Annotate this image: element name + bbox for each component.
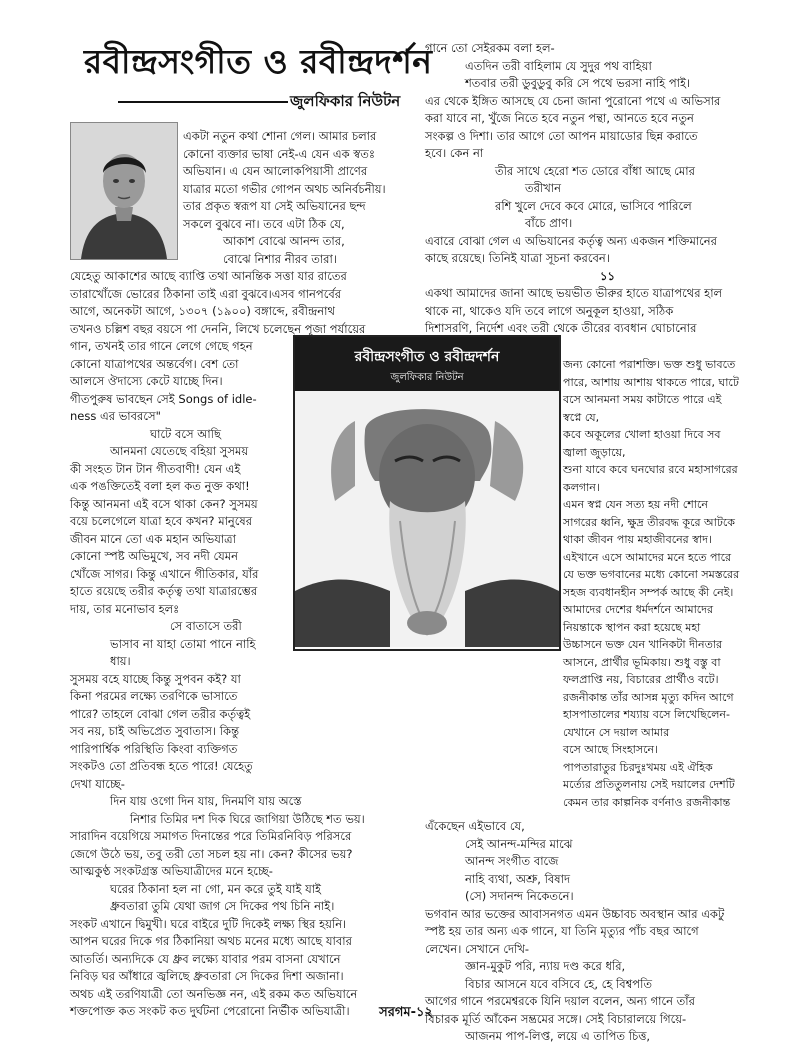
text-line: গানে তো সেইরকম বলা হল-: [425, 41, 555, 55]
text-line: কেমন তার কাল্পনিক বর্ণনাও রজনীকান্ত: [563, 795, 731, 809]
text-line: ভগবান আর ভক্তের আবাসনগত এমন উচ্চাবচ অবস্থান আর একটু: [425, 906, 725, 921]
text-line: অভিযান। এ যেন আলোকপিয়াসী প্রাণের: [183, 164, 368, 178]
text-line: কাছে রয়েছে। তিনিই যাত্রা সূচনা করবেন।: [425, 251, 610, 265]
text-line: জেগে উঠে ভয়, তবু তরী তো সচল হয় না। কেন? কীসের ভয়?: [70, 846, 353, 861]
text-line: কী সংহত টান টান গীতবাণী! যেন এই: [70, 461, 241, 476]
text-line: এইখানে এসে আমাদের মনে হতে পারে: [563, 550, 732, 564]
text-line: নিয়ন্তাকে স্থাপন করা হয়েছে মহা: [563, 620, 701, 634]
text-line: আগে, অনেকটা আগে, ১৩০৭ (১৯০০) বঙ্গাব্দে, রবীন্দ্রনাথ: [70, 304, 335, 318]
text-line: সব নয়, চাই অভিপ্রেত সুবাতাস। কিন্তু: [70, 724, 240, 738]
text-line: হবে। কেন না: [425, 146, 484, 160]
right-column-top: [425, 40, 790, 338]
text-line: আতর্তি। অন্যদিকে যে ধ্রুব লক্ষ্যে যাবার পরম বাসনা যেখানে: [70, 951, 341, 966]
text-line: সংকট এখানে দ্বিমুখী। ঘরে বাইরে দুটি দিকেই লক্ষ্য স্থির হয়নি।: [70, 916, 347, 931]
left-column: [183, 128, 386, 268]
text-line: সাগরের ধ্বনি, ক্ষুদ্র তীরবদ্ধ কূরে আটকে: [563, 515, 735, 529]
text-line: করা যাবে না, খুঁজে নিতে হবে নতুন পন্থা, আনতে হবে নতুন: [425, 111, 694, 125]
text-line: কোনো ব্যক্তার ভাষা নেই-এ যেন এক স্বতঃ: [183, 146, 376, 161]
text-line: সংকটও তো প্রতিবন্ধ হতে পারে! যেহেতু: [70, 759, 253, 773]
text-line: কোনো স্পষ্ট অভিমুখে, সব নদী যেমন: [70, 549, 238, 563]
text-line: বয়ে চলেগেলে যাত্রা হবে কখন? মানুষের: [70, 514, 253, 528]
text-line: তারাখোঁজে ভোরের ঠিকানা তাই এরা বুঝবে।এসব গানপর্বের: [70, 286, 342, 301]
verse-line: নাহি ব্যথা, অশ্রু, বিষাদ: [465, 871, 570, 886]
verse-line: তীর সাথে হেরো শত ডোরে বাঁধা আছে মোর: [495, 163, 695, 178]
text-line: সুসময় বহে যাচ্ছে কিন্তু সুপবন কই? যা: [70, 671, 241, 686]
verse-line: সেই আনন্দ-মন্দির মাঝে: [465, 836, 573, 851]
author-byline: জুলফিকার নিউটন: [290, 92, 401, 110]
verse-line: (সে) সদানন্দ নিকেতনে।: [465, 889, 574, 903]
text-line: এবারে বোঝা গেল এ অভিযানের কর্তৃত্ব অন্য একজন শক্তিমানের: [425, 233, 717, 248]
byline-rule: [118, 101, 288, 103]
text-line: তার প্রকৃত স্বরূপ যা সেই অভিযানের ছন্দ: [183, 199, 366, 213]
verse-line: ধায়।: [110, 654, 131, 668]
text-line: অথচ এই তরণিযাত্রী তো অনভিজ্ঞ নন, এই রকম কত অভিযানে: [70, 986, 358, 1001]
text-line: আসনে, প্রার্থীর ভূমিকায়। শুধু বস্তু বা: [563, 655, 721, 669]
verse-line: আজনম পাপ-লিপ্ত, লয়ে এ তাপিত চিত্ত,: [465, 1029, 651, 1043]
text-line: যে ভক্ত ভগবানের মধ্যে কোনো সমস্তরের: [563, 568, 740, 581]
text-line: শক্তপোক্ত কত সংকট কত দুর্ঘটনা পেরোনো নির্ভীক অভিযাত্রী।: [70, 1004, 350, 1018]
text-line: আগের গানে পরমেশ্বরকে যিনি দয়াল বলেন, অন্য গানে তাঁর: [425, 994, 695, 1008]
text-line: জন্য কোনো পরাশক্তি। ভক্ত শুধু ভাবতে: [563, 358, 736, 371]
book-cover-title: রবীন্দ্রসংগীত ও রবীন্দ্রদর্শন: [354, 349, 500, 365]
text-line: বসে আনমনা সময় কাটাতে পারে এই: [563, 393, 722, 406]
right-column-narrow: [563, 356, 739, 811]
verse-line: ধ্রুবতারা তুমি যেথা জাগ সে দিকের পথ চিনি নাই।: [110, 899, 335, 913]
verse-line: ঘরের ঠিকানা হল না গো, মন করে তুই যাই যাই: [110, 881, 322, 896]
verse-line: বোঝে নিশার নীরব তারা।: [223, 251, 337, 266]
text-line: খোঁজে সাগর। কিন্তু এখানে গীতিকার, যাঁর: [70, 566, 259, 581]
author-portrait: [70, 122, 178, 260]
verse-line: আকাশ বোঝে আনন্দ তার,: [223, 234, 345, 248]
verse-line: শুনা যাবে কবে ঘনঘোর রবে মহাসাগরের: [563, 463, 738, 476]
section-number: ১১: [600, 268, 615, 283]
book-cover: [293, 335, 561, 651]
author-portrait-drawing: [71, 123, 177, 259]
text-line: সকলে বুঝবে না। তবে এটা ঠিক যে,: [183, 216, 345, 231]
text-line: হাসপাতালের শয্যায় বসে লিখেছিলেন-: [563, 708, 730, 721]
text-line: আত্মকুণ্ঠ সংকটগ্রস্ত অভিযাত্রীদের মনে হচ্ছে-: [70, 864, 273, 878]
verse-line: নিশার তিমির দশ দিক ঘিরে জাগিয়া উঠিছে শত ভয়।: [130, 811, 365, 826]
verse-line: আনমনা যেতেছে বহিয়া সুসময়: [110, 444, 249, 458]
text-line: এক পঙক্তিতেই বলা হল কত নুক্ত কথা!: [70, 479, 250, 493]
text-line: পারে? তাহলে বোঝা গেল তরীর কর্তৃত্বই: [70, 706, 251, 721]
text-line: স্পষ্ট হয় তার অন্য এক গানে, যা তিনি মৃত্যুর পাঁচ বছর আগে: [425, 924, 699, 938]
page-footer: সরগম-১২: [379, 1005, 433, 1020]
text-line: যেহেতু আকাশের আছে ব্যাপ্তি তথা আনন্তিক সত্তা যার রাতের: [70, 269, 347, 283]
text-line: আপন ঘরের দিকে গর ঠিকানিয়া অথচ মনের মধ্যে আছে যাবার: [70, 934, 352, 948]
text-line: গীতপুরুষ ভাবছেন সেই Songs of idle-: [70, 391, 257, 406]
text-line: গান, তখনই তার গানে লেগে গেছে গহন: [70, 339, 253, 353]
article-title: রবীন্দ্রসংগীত ও রবীন্দ্রদর্শন: [84, 42, 433, 81]
text-line: পারিপার্শ্বিক পরিস্থিতি কিংবা ব্যক্তিগত: [70, 741, 238, 756]
text-line: আলসে ঔদাস্যে কেটে যাচ্ছে দিন।: [70, 374, 223, 388]
text-line: কিন্তু আনমনা এই বসে থাকা কেন? সুসময়: [70, 496, 258, 511]
verse-line: কবে অকূলের খোলা হাওয়া দিবে সব: [563, 428, 721, 441]
text-line: এর থেকে ইঙ্গিত আসছে যে চেনা জানা পুরোনো পথে এ অভিসার: [425, 93, 721, 108]
text-line: কিনা পরমের লক্ষ্যে তরণিকে ভাসাতে: [70, 689, 238, 703]
text-line: সংকল্প ও দিশা। তার আগে তো আপন মায়াডোর ছিন্ন করাতে: [425, 128, 698, 143]
verse-line: জ্বালা জুড়ায়ে,: [563, 445, 626, 459]
text-line: উচ্চাসনে ভক্ত যেন খানিকটা দীনতার: [563, 638, 723, 651]
verse-line: ঘাটে বসে আছি: [150, 426, 221, 441]
verse-line: এতদিন তরী বাহিলাম যে সুদুর পথ বাহিয়া: [465, 58, 652, 73]
verse-line: আনন্দ সংগীত বাজে: [465, 854, 559, 868]
text-line: স্বপ্নে যে,: [563, 410, 600, 424]
text-line: হাতে রয়েছে তরীর কর্তৃত্ব তথা যাত্রারম্ভের: [70, 584, 258, 598]
text-line: রজনীকান্ত তাঁর আসন্ন মৃত্যু কদিন আগে: [563, 690, 734, 704]
text-line: এমন স্বপ্ন যেন সত্য হয় নদী শোনে: [563, 498, 708, 511]
text-line: ফলপ্রাপ্তি নয়, বিচারের প্রার্থীও বটে।: [563, 673, 719, 686]
text-line: থাকে না, থাকেও যদি তবে লাগে অনুকূল হাওয়া, সঠিক: [425, 303, 674, 318]
verse-line: ভাসাব না যাহা তোমা পানে নাহি: [110, 636, 256, 651]
verse-line: যেখানে সে দয়াল আমার: [563, 725, 670, 739]
text-line: একথা আমাদের জানা আছে ভয়ভীত ভীরুর হাতে যাত্রাপথের হাল: [425, 286, 723, 300]
text-line: নিবিড় ঘর আঁধারে জ্বলিছে ধ্রুবতারা সে দিকের দিশা অজানা।: [70, 969, 344, 983]
text-line: এঁকেছেন এইভাবে যে,: [425, 819, 525, 833]
text-line: সারাদিন বয়েগিয়ে সমাগত দিনান্তের পরে তিমিরনিবিড় পরিসরে: [70, 829, 352, 843]
verse-line: তরীখান: [525, 181, 561, 195]
text-line: পারে, আশায় আশায় থাকতে পারে, ঘাটে: [563, 375, 739, 389]
text-line: ness এর ভাবরসে": [70, 409, 161, 423]
text-line: দিশাসরণি, নির্দেশ এবং তরী থেকে তীরের ব্যবধান ঘোচানোর: [425, 321, 697, 335]
text-line: দায়, তার মনোভাব হলঃ: [70, 601, 180, 616]
tagore-portrait-illustration: [295, 391, 559, 647]
text-line: একটা নতুন কথা শোনা গেল। আমার চলার: [183, 129, 377, 143]
verse-line: কলগান।: [563, 480, 600, 494]
text-line: বিচারক মূর্তি আঁকেন সম্ভ্রমের সঙ্গে। সেই বিচারালয়ে গিয়ে-: [425, 1011, 687, 1026]
text-line: যাত্রার মতো গভীর গোপন অথচ অনির্বচনীয়।: [183, 181, 386, 196]
verse-line: সে বাতাসে তরী: [170, 619, 242, 633]
text-line: আমাদের দেশের ধর্মদর্শনে আমাদের: [563, 603, 714, 616]
text-line: তখনও চল্লিশ বছর বয়সে পা দেননি, লিখে চলেছেন পূজা পর্যায়ের: [70, 321, 366, 336]
text-line: কোনো যাত্রাপথের অন্তর্বেগ। বেশ তো: [70, 356, 239, 371]
verse-line: শতবার তরী ডুবুডুবু করি সে পথে ভরসা নাহি পাই।: [465, 76, 691, 90]
text-line: পাপতারাতুর চিরদুঃখময় এই ঐহিক: [563, 760, 713, 774]
text-line: থাকা জীবন পায় মহাজীবনের স্বাদ।: [563, 533, 712, 546]
verse-line: দিন যায় ওগো দিন যায়, দিনমণি যায় অস্তে: [110, 794, 302, 808]
text-line: দেখা যাচ্ছে-: [70, 776, 125, 791]
verse-line: বিচার আসনে যবে বসিবে হে, হে বিশ্বপতি: [465, 976, 652, 991]
verse-line: বাঁচে প্রাণ।: [525, 216, 573, 230]
text-line: সহজ ব্যবধানহীন সম্পর্ক আছে কী নেই।: [563, 585, 734, 599]
verse-line: বসে আছে সিংহাসনে।: [563, 743, 659, 756]
text-line: জীবন মানে তো এক মহান অভিযাত্রা: [70, 531, 236, 546]
text-line: লেখেন। সেখানে দেখি-: [425, 941, 530, 956]
book-cover-author: জুলফিকার নিউটন: [390, 372, 464, 383]
verse-line: জ্ঞান-মুকুট পরি, ন্যায় দণ্ড করে ধরি,: [465, 959, 626, 973]
text-line: মর্ত্যের প্রতিতুলনায় সেই দয়ালের দেশটি: [563, 778, 735, 791]
verse-line: রশি খুলে দেবে কবে মোরে, ভাসিবে পারিলে: [495, 198, 692, 213]
